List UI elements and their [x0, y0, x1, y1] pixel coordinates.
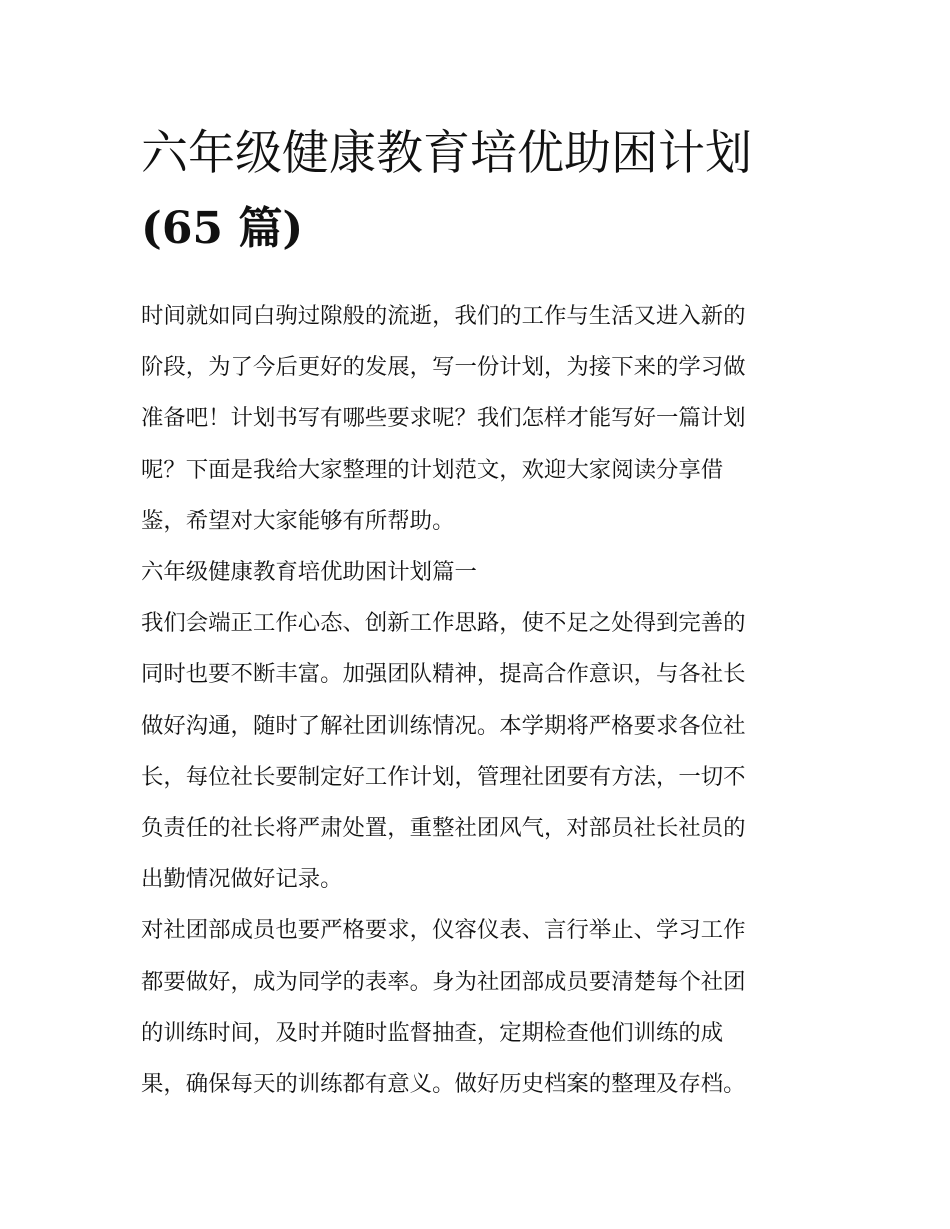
paragraph-1-line: 长，每位社长要制定好工作计划，管理社团要有方法，一切不 — [141, 763, 746, 790]
section-heading-text: 六年级健康教育培优助困计划篇一 — [141, 559, 477, 586]
paragraph-2-line: 的训练时间，及时并随时监督抽查，定期检查他们训练的成 — [141, 1019, 724, 1046]
paragraph-2-line: 对社团部成员也要严格要求，仪容仪表、言行举止、学习工作 — [141, 917, 746, 944]
section-heading — [141, 547, 813, 598]
document-title: 六年级健康教育培优助困计划 — [141, 126, 752, 181]
paragraph-2 — [141, 905, 813, 1110]
paragraph-1 — [141, 598, 813, 905]
intro-line: 呢？下面是我给大家整理的计划范文，欢迎大家阅读分享借 — [141, 456, 724, 483]
intro-line: 鉴，希望对大家能够有所帮助。 — [141, 507, 455, 534]
paragraph-1-line: 出勤情况做好记录。 — [141, 866, 343, 893]
document-content — [141, 112, 813, 1110]
paragraph-2-line: 都要做好，成为同学的表率。身为社团部成员要清楚每个社团 — [141, 968, 746, 995]
paragraph-1-line: 做好沟通，随时了解社团训练情况。本学期将严格要求各位社 — [141, 712, 746, 739]
intro-line: 阶段，为了今后更好的发展，写一份计划，为接下来的学习做 — [141, 354, 746, 381]
paragraph-1-line: 我们会端正工作心态、创新工作思路，使不足之处得到完善的 — [141, 610, 746, 637]
document-title-count: (65 篇) — [141, 203, 304, 254]
intro-paragraph — [141, 291, 813, 547]
intro-line: 时间就如同白驹过隙般的流逝，我们的工作与生活又进入新的 — [141, 303, 746, 329]
paragraph-2-line: 果，确保每天的训练都有意义。做好历史档案的整理及存档。 — [141, 1071, 746, 1098]
intro-line: 准备吧！计划书写有哪些要求呢？我们怎样才能写好一篇计划 — [141, 405, 746, 432]
paragraph-1-line: 负责任的社长将严肃处置，重整社团风气，对部员社长社员的 — [141, 815, 746, 842]
paragraph-1-line: 同时也要不断丰富。加强团队精神，提高合作意识，与各社长 — [141, 661, 746, 688]
